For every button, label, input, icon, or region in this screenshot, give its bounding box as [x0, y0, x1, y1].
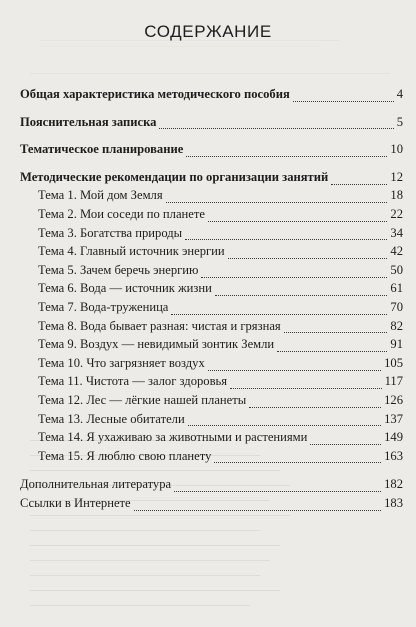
toc-entry-title: Тема 11. Чистота — залог здоровья: [38, 374, 228, 389]
toc-page-number: 137: [384, 411, 403, 426]
toc-entry[interactable]: [20, 354, 403, 373]
toc-entry[interactable]: [20, 113, 403, 132]
dot-leader: [208, 358, 381, 371]
toc-page-number: 70: [390, 299, 403, 314]
toc-page-number: 163: [384, 448, 403, 463]
dot-leader: [331, 172, 387, 185]
dot-leader: [174, 479, 381, 492]
toc-entry-title: Дополнительная литература: [20, 477, 172, 492]
toc-entry-title: Тема 4. Главный источник энергии: [38, 244, 225, 259]
toc-page-number: 10: [390, 142, 403, 157]
dot-leader: [284, 320, 388, 333]
toc-entry[interactable]: [20, 475, 403, 494]
dot-leader: [201, 265, 387, 278]
toc-entry[interactable]: [20, 85, 403, 104]
toc-entry[interactable]: [20, 410, 403, 429]
toc-entry-title: Тема 6. Вода — источник жизни: [38, 281, 212, 296]
toc-page-number: 117: [384, 374, 403, 389]
toc-entry-title: Пояснительная записка: [20, 114, 157, 129]
toc-entry[interactable]: [20, 298, 403, 317]
toc-entry-title: Тема 2. Мои соседи по планете: [38, 206, 205, 221]
dot-leader: [249, 395, 381, 408]
toc-entry[interactable]: [20, 205, 403, 224]
dot-leader: [310, 432, 381, 445]
toc-entry[interactable]: [20, 261, 403, 280]
dot-leader: [188, 413, 381, 426]
dot-leader: [214, 450, 381, 463]
toc-entry-title: Ссылки в Интернете: [20, 495, 131, 510]
dot-leader: [134, 498, 381, 511]
toc-page-number: 5: [396, 114, 403, 129]
toc-entry[interactable]: [20, 372, 403, 391]
toc-page-number: 18: [390, 188, 403, 203]
dot-leader: [208, 209, 387, 222]
dot-leader: [186, 144, 387, 157]
toc-entry-title: Тема 1. Мой дом Земля: [38, 188, 163, 203]
toc-entry[interactable]: [20, 168, 403, 187]
toc-page-number: 12: [390, 169, 403, 184]
toc-page-number: 42: [390, 244, 403, 259]
toc-entry-title: Методические рекомендации по организации занятий: [20, 169, 329, 184]
toc-page-number: 22: [390, 206, 403, 221]
page-title: СОДЕРЖАНИЕ: [144, 22, 272, 41]
toc-entry-title: Тема 8. Вода бывает разная: чистая и грязная: [38, 318, 281, 333]
toc-page-number: 34: [390, 225, 403, 240]
toc-entry-title: Тема 10. Что загрязняет воздух: [38, 355, 205, 370]
toc-entry-title: Тема 3. Богатства природы: [38, 225, 183, 240]
toc-page-number: 183: [384, 495, 403, 510]
toc-page-number: 182: [384, 477, 403, 492]
toc-entry-title: Тема 13. Лесные обитатели: [38, 411, 185, 426]
toc-entry[interactable]: [20, 391, 403, 410]
toc-entry[interactable]: [20, 317, 403, 336]
toc-entry[interactable]: [20, 335, 403, 354]
toc-page-number: 149: [384, 430, 403, 445]
toc-entry-title: Тема 9. Воздух — невидимый зонтик Земли: [38, 337, 275, 352]
table-of-contents: [20, 85, 403, 512]
toc-page-number: 61: [390, 281, 403, 296]
dot-leader: [230, 376, 381, 389]
dot-leader: [277, 339, 387, 352]
toc-entry-title: Тема 12. Лес — лёгкие нашей планеты: [38, 392, 247, 407]
toc-page-number: 105: [384, 355, 403, 370]
dot-leader: [166, 190, 388, 203]
toc-entry[interactable]: [20, 494, 403, 513]
toc-entry-title: Тема 14. Я ухаживаю за животными и растениями: [38, 430, 308, 445]
toc-entry[interactable]: [20, 242, 403, 261]
toc-entry[interactable]: [20, 140, 403, 159]
dot-leader: [185, 227, 387, 240]
toc-page-number: 50: [390, 262, 403, 277]
toc-page-number: 91: [390, 337, 403, 352]
toc-entry-title: Общая характеристика методического пособия: [20, 87, 290, 101]
dot-leader: [228, 246, 388, 259]
dot-leader: [171, 302, 387, 315]
toc-entry[interactable]: [20, 186, 403, 205]
dot-leader: [215, 283, 388, 296]
dot-leader: [293, 89, 394, 102]
toc-page-number: 126: [384, 392, 403, 407]
dot-leader: [159, 116, 393, 129]
toc-entry-title: Тема 7. Вода-труженица: [38, 299, 169, 314]
toc-entry-title: Тема 5. Зачем беречь энергию: [38, 262, 199, 277]
toc-entry[interactable]: [20, 428, 403, 447]
toc-entry[interactable]: [20, 279, 403, 298]
toc-page-number: 82: [390, 318, 403, 333]
toc-entry[interactable]: [20, 447, 403, 466]
toc-entry-title: Тематическое планирование: [20, 142, 184, 157]
toc-page-number: 4: [396, 87, 403, 101]
toc-entry[interactable]: [20, 224, 403, 243]
toc-entry-title: Тема 15. Я люблю свою планету: [38, 448, 212, 463]
